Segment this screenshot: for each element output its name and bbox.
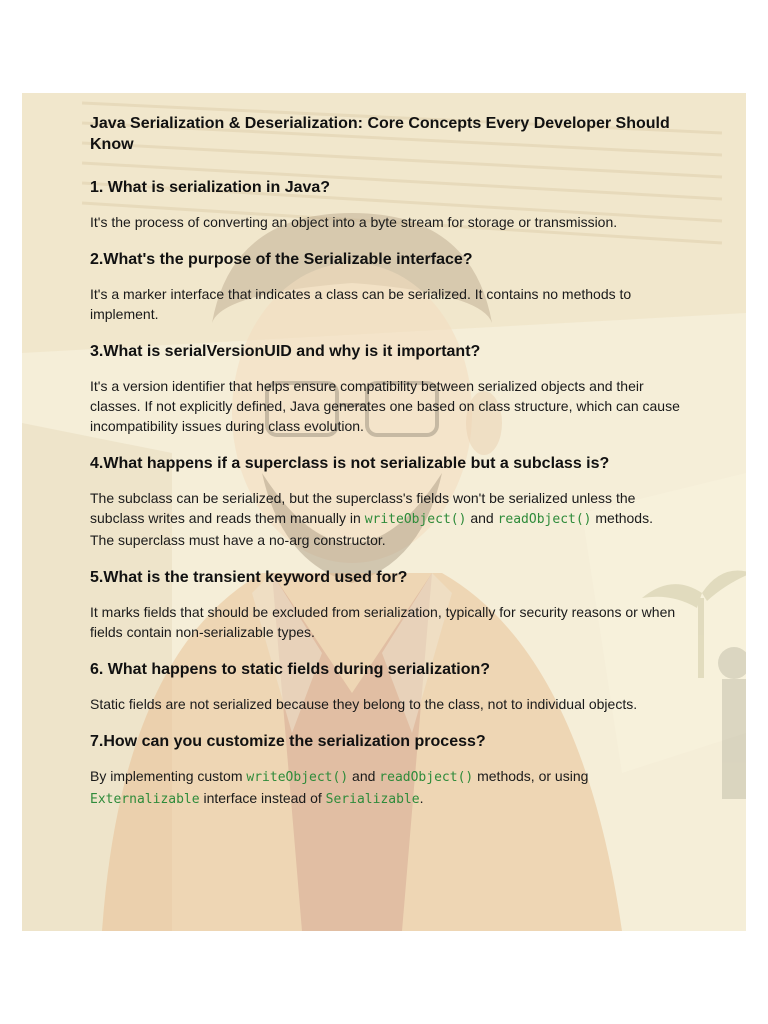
answer-4-text: and [466,510,498,526]
code-serializable: Serializable [325,792,420,807]
code-read-object: readObject() [379,770,474,785]
question-5: 5.What is the transient keyword used for? [90,569,408,586]
answer-3: It's a version identifier that helps ensure compatibility between serialized objects and their classes. If not explicitly defined, Java generates one based on class structure, which can cause incompatibility issues during class evolution. [90,378,680,434]
answer-2: It's a marker interface that indicates a class can be serialized. It contains no methods to implement. [90,286,632,322]
code-read-object: readObject() [497,512,592,527]
question-3: 3.What is serialVersionUID and why is it important? [90,343,481,360]
answer-7-text: interface instead of [199,790,326,806]
article-content [90,113,680,827]
question-2: 2.What's the purpose of the Serializable interface? [90,251,473,268]
answer-4-text: The subclass can be serialized, but the superclass's fields won't be serialized unless the subclass writes and reads them manually in [90,490,636,526]
answer-7-text: . [419,790,424,806]
code-write-object: writeObject() [246,770,349,785]
answer-1: It's the process of converting an object into a byte stream for storage or transmission. [90,214,618,230]
answer-4-text: methods. The superclass must have a no-arg constructor. [90,510,653,548]
article-title: Java Serialization & Deserialization: Core Concepts Every Developer Should Know [90,115,670,153]
question-1: 1. What is serialization in Java? [90,179,331,196]
answer-7-text: and [348,768,380,784]
code-write-object: writeObject() [364,512,467,527]
question-6: 6. What happens to static fields during serialization? [90,661,491,678]
answer-7 [90,766,680,810]
question-7: 7.How can you customize the serialization process? [90,733,486,750]
code-externalizable: Externalizable [90,792,200,807]
answer-4 [90,488,680,550]
article-card [22,93,746,931]
answer-5: It marks fields that should be excluded from serialization, typically for security reasons or when fields contain non-serializable types. [90,604,676,640]
question-4: 4.What happens if a superclass is not serializable but a subclass is? [90,455,610,472]
answer-7-text: By implementing custom [90,768,247,784]
answer-6: Static fields are not serialized because they belong to the class, not to individual objects. [90,696,638,712]
answer-7-text: methods, or using [473,768,589,784]
